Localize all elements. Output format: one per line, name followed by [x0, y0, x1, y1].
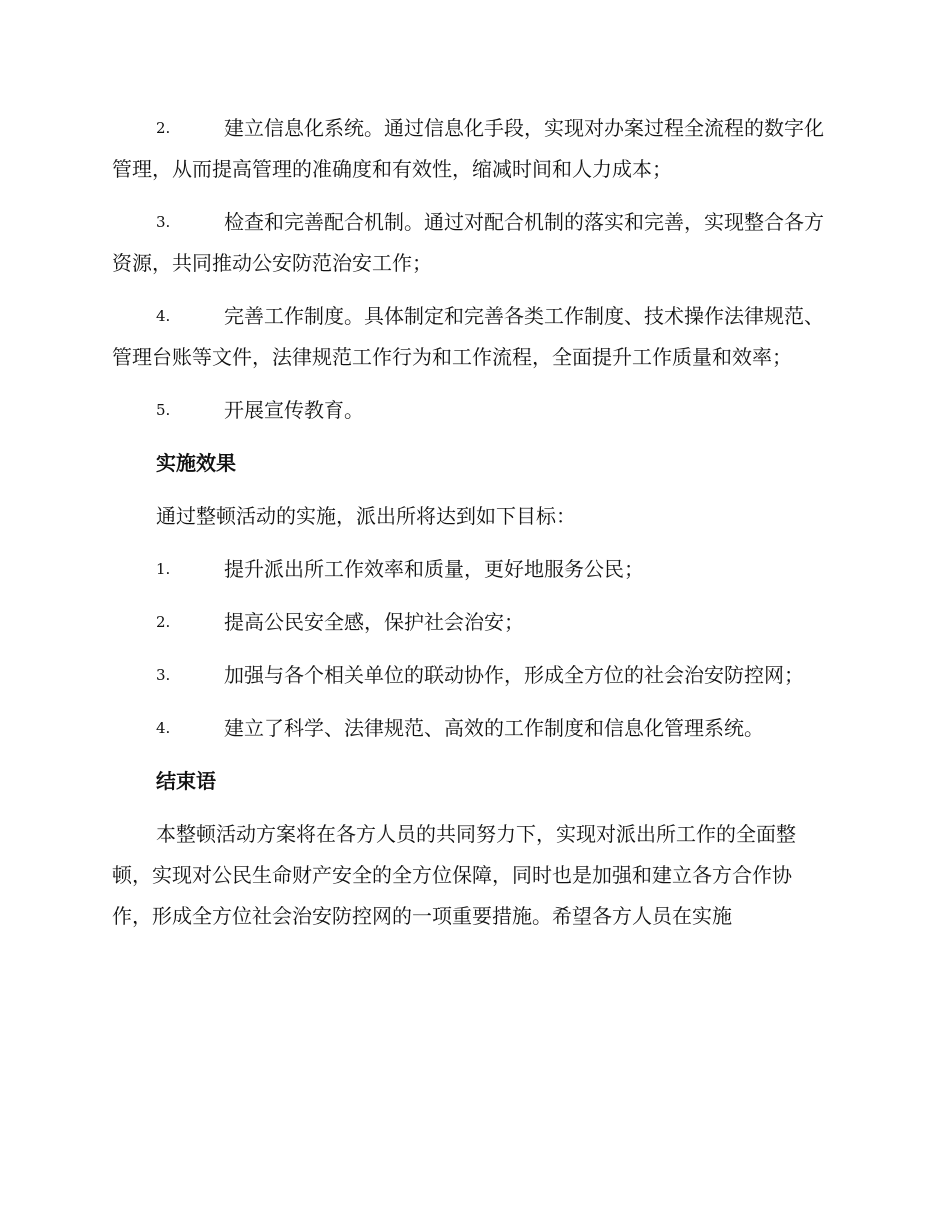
list-item-number: 3. — [156, 213, 171, 231]
list-item-text: 开展宣传教育。 — [224, 398, 364, 422]
list-item-number: 2. — [156, 613, 171, 631]
list-item-text: 提升派出所工作效率和质量，更好地服务公民； — [224, 557, 644, 581]
list-item — [112, 108, 830, 190]
list-item-text: 建立了科学、法律规范、高效的工作制度和信息化管理系统。 — [224, 716, 764, 740]
list-item-number: 3. — [156, 666, 171, 684]
list-item-number: 1. — [156, 560, 171, 578]
document-body — [112, 108, 830, 949]
list-item-text: 检查和完善配合机制。通过对配合机制的落实和完善，实现整合各方资源，共同推动公安防范治安工作； — [112, 210, 824, 275]
section-heading-conclusion: 结束语 — [156, 769, 216, 793]
list-item-text: 建立信息化系统。通过信息化手段，实现对办案过程全流程的数字化管理，从而提高管理的准确度和有效性，缩减时间和人力成本； — [112, 116, 824, 181]
list-item — [112, 390, 830, 431]
list-item-number: 5. — [156, 401, 171, 419]
list-item-text: 完善工作制度。具体制定和完善各类工作制度、技术操作法律规范、管理台账等文件，法律规范工作行为和工作流程，全面提升工作质量和效率； — [112, 304, 824, 369]
list-item-text: 加强与各个相关单位的联动协作，形成全方位的社会治安防控网； — [224, 663, 804, 687]
list-item-number: 4. — [156, 719, 171, 737]
list-item — [112, 202, 830, 284]
effects-intro-paragraph: 通过整顿活动的实施，派出所将达到如下目标： — [156, 504, 576, 528]
list-item — [112, 708, 830, 749]
list-item — [112, 602, 830, 643]
list-item — [112, 296, 830, 378]
section-heading-effects: 实施效果 — [156, 451, 236, 475]
list-item-number: 4. — [156, 307, 171, 325]
list-item — [112, 549, 830, 590]
list-item — [112, 655, 830, 696]
list-item-text: 提高公民安全感，保护社会治安； — [224, 610, 524, 634]
list-item-number: 2. — [156, 119, 171, 137]
conclusion-paragraph: 本整顿活动方案将在各方人员的共同努力下，实现对派出所工作的全面整顿，实现对公民生命财产安全的全方位保障，同时也是加强和建立各方合作协作，形成全方位社会治安防控网的一项重要措施。希望各方人员在实施 — [112, 822, 796, 928]
